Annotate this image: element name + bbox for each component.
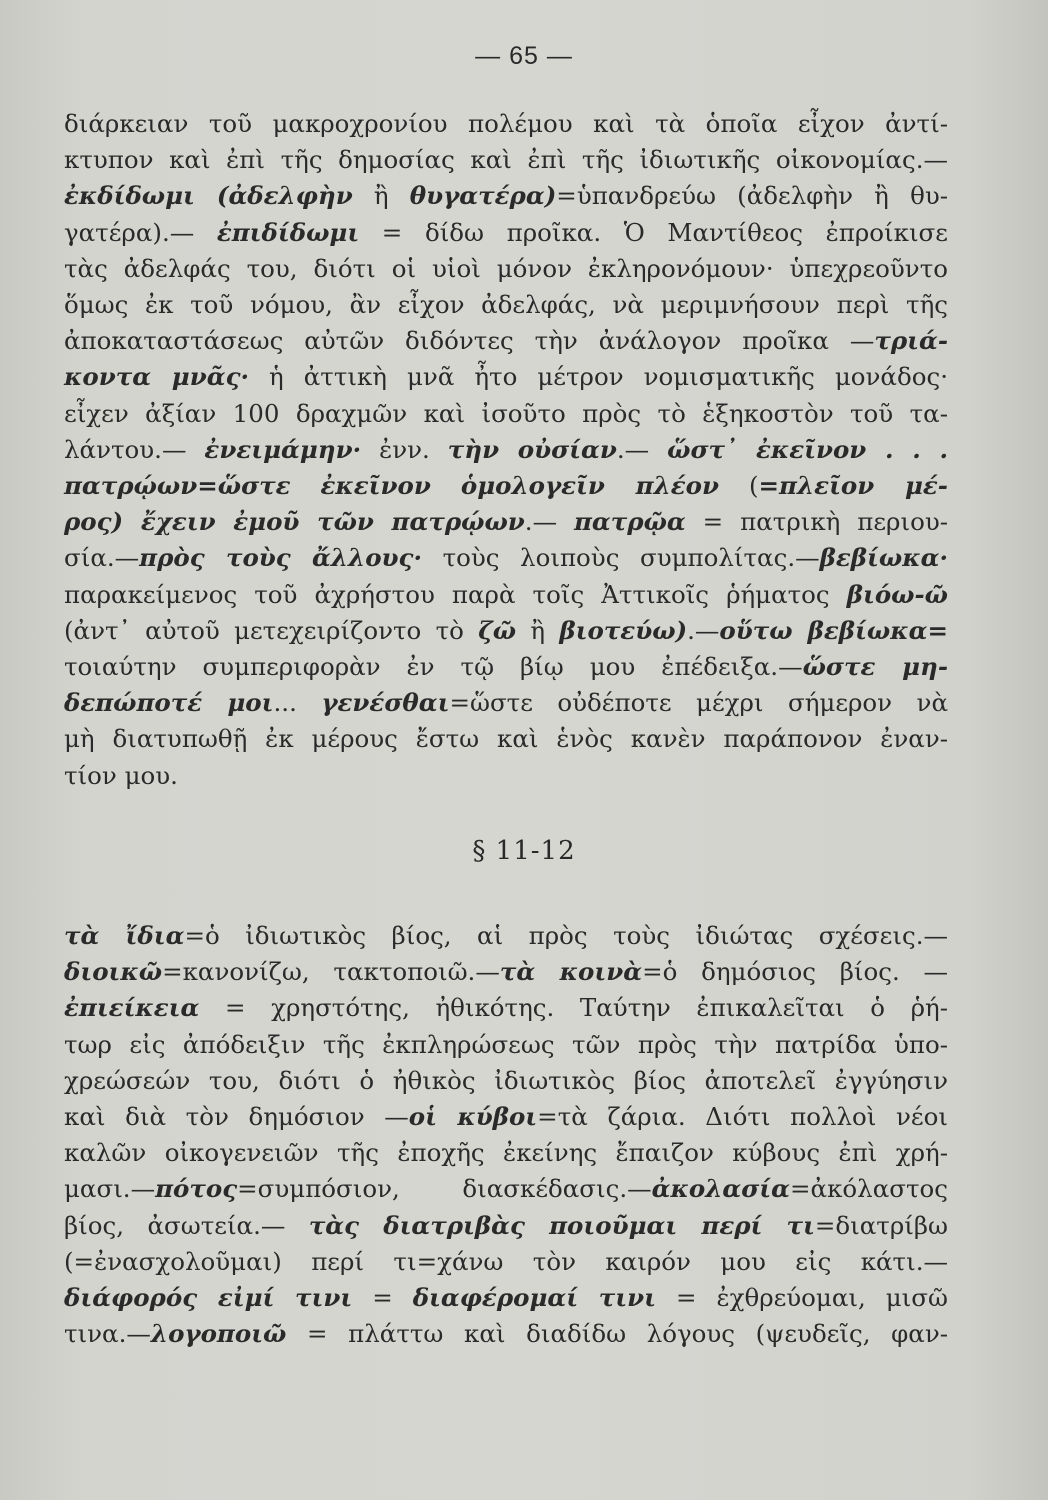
- text-segment: =ἀκόλαστος: [790, 1174, 948, 1204]
- lemma-term: τὰ κοινὰ: [499, 957, 643, 987]
- text-segment: μὴ διατυπωθῇ ἐκ μέρους ἔστω καὶ ἑνὸς κανὲν παράπονον ἐναν-: [64, 724, 948, 754]
- text-segment: τοὺς λοιποὺς συμπολίτας.—: [422, 543, 820, 573]
- commentary-block-1: [64, 106, 948, 794]
- text-line: [64, 142, 948, 178]
- text-line: [64, 1063, 948, 1099]
- text-segment: εἶχεν ἀξίαν 100 δραχμῶν καὶ ἰσοῦτο πρὸς τὸ ἑξηκοστὸν τοῦ τα-: [64, 398, 948, 428]
- text-line: [64, 613, 948, 649]
- text-segment: = πατρικὴ περιου-: [685, 507, 948, 537]
- lemma-term: ζῶ: [478, 615, 517, 645]
- lemma-term: διοικῶ: [64, 957, 163, 987]
- text-line: [64, 468, 948, 504]
- text-segment: κτυπον καὶ ἐπὶ τῆς δημοσίας καὶ ἐπὶ τῆς ἰδιωτικῆς οἰκονομίας.—: [64, 145, 948, 175]
- text-segment: μασι.—: [64, 1174, 156, 1204]
- lemma-term: ὥστε μη-: [802, 652, 949, 682]
- text-segment: λάντου.—: [64, 434, 205, 464]
- text-segment: = πλάττω καὶ διαδίδω λόγους (ψευδεῖς, φαν-: [286, 1319, 948, 1349]
- text-segment: = χρηστότης, ἠθικότης. Ταύτην ἐπικαλεῖται ὁ ῥή-: [199, 993, 948, 1023]
- lemma-term: ρος) ἔχειν ἐμοῦ τῶν πατρῴων: [64, 507, 525, 537]
- lemma-term: βιοτεύω): [559, 615, 688, 645]
- lemma-term: ἐπιείκεια: [64, 993, 200, 1023]
- lemma-term: πότος: [155, 1174, 238, 1204]
- lemma-term: ἐπιδίδωμι: [216, 217, 360, 247]
- text-line: [64, 1244, 948, 1280]
- lemma-term: οὕτω βεβίωκα=: [719, 615, 948, 645]
- text-line: [64, 1208, 948, 1244]
- lemma-term: ὁμολογεῖν πλέον: [460, 471, 719, 501]
- lemma-term: ἐκδίδωμι (ἀδελφὴν: [64, 181, 353, 211]
- lemma-term: ἐνειμάμην·: [204, 434, 362, 464]
- lemma-term: κοντα μνᾶς·: [64, 362, 250, 392]
- commentary-block-2: [64, 918, 948, 1352]
- text-line: [64, 287, 948, 323]
- text-segment: τινα.—: [64, 1319, 151, 1349]
- lemma-term: τὰ ἴδια: [64, 921, 185, 950]
- lemma-term: λογοποιῶ: [150, 1319, 287, 1349]
- text-segment: παρακείμενος τοῦ ἀχρήστου παρὰ τοῖς Ἀττικοῖς ῥήματος: [64, 579, 847, 609]
- text-segment: =: [352, 1283, 413, 1313]
- lemma-term: τὰς διατριβὰς ποιοῦμαι περί τι: [308, 1210, 815, 1240]
- text-line: [64, 685, 948, 721]
- text-segment: ἢ: [516, 615, 560, 645]
- lemma-term: πατρῷα: [574, 507, 686, 537]
- lemma-term: τριά-: [874, 326, 948, 356]
- lemma-term: βεβίωκα·: [819, 543, 948, 573]
- text-line: [64, 432, 948, 468]
- text-line: [64, 359, 948, 395]
- text-line: [64, 1171, 948, 1207]
- lemma-term: δεπώποτέ μοι: [64, 688, 274, 718]
- text-line: [64, 540, 948, 576]
- lemma-term: πρὸς τοὺς ἄλλους·: [139, 543, 423, 573]
- text-segment: καὶ διὰ τὸν δημόσιον —: [64, 1102, 409, 1132]
- text-segment: (: [718, 471, 759, 501]
- text-segment: ὅμως ἐκ τοῦ νόμου, ἂν εἶχον ἀδελφάς, νὰ μεριμνήσουν περὶ τῆς: [64, 290, 948, 320]
- text-segment: τοιαύτην συμπεριφορὰν ἐν τῷ βίῳ μου ἐπέδειξα.—: [64, 652, 803, 682]
- text-segment: καλῶν οἰκογενειῶν τῆς ἐποχῆς ἐκείνης ἔπαιζον κύβους ἐπὶ χρή-: [64, 1138, 948, 1168]
- text-segment: [291, 471, 321, 500]
- lemma-term: ἐκεῖνον: [320, 471, 431, 501]
- lemma-term: ὥστ᾽ ἐκεῖνον . . .: [667, 434, 948, 464]
- page-number: — 65 —: [475, 42, 573, 70]
- text-segment: = ἐχθρεύομαι, μισῶ: [656, 1283, 948, 1313]
- lemma-term: τὴν οὐσίαν: [447, 434, 617, 464]
- text-segment: =διατρίβω: [814, 1210, 948, 1240]
- text-segment: σία.—: [64, 543, 140, 573]
- text-line: [64, 649, 948, 685]
- lemma-term: θυγατέρα): [409, 181, 557, 211]
- text-line: [64, 1027, 948, 1063]
- text-segment: ἢ: [352, 181, 410, 211]
- text-line: [64, 1280, 948, 1316]
- lemma-term: =πλεῖον μέ-: [758, 471, 948, 501]
- text-line: [64, 721, 948, 757]
- lemma-term: ἀκολασία: [651, 1174, 791, 1204]
- text-segment: διάρκειαν τοῦ μακροχρονίου πολέμου καὶ τὰ ὁποῖα εἶχον ἀντί-: [64, 109, 948, 138]
- text-segment: ἀποκαταστάσεως αὐτῶν διδόντες τὴν ἀνάλογον προῖκα —: [64, 326, 875, 356]
- text-segment: χρεώσεών του, διότι ὁ ἠθικὸς ἰδιωτικὸς βίος ἀποτελεῖ ἐγγύησιν: [64, 1065, 948, 1095]
- text-segment: =ὁ δημόσιος βίος. —: [642, 957, 948, 987]
- lemma-term: γενέσθαι: [321, 688, 450, 718]
- text-line: [64, 990, 948, 1026]
- text-line: [64, 251, 948, 287]
- text-segment: τωρ εἰς ἀπόδειξιν τῆς ἐκπληρώσεως τῶν πρὸς τὴν πατρίδα ὑπο-: [64, 1029, 948, 1059]
- text-segment: (ἀντ᾽ αὐτοῦ μετεχειρίζοντο τὸ: [64, 615, 479, 645]
- text-segment: τίον μου.: [64, 760, 178, 790]
- lemma-term: πατρῴων=ὥστε: [64, 471, 291, 501]
- text-line: [64, 504, 948, 540]
- text-segment: .—: [524, 507, 574, 537]
- text-line: [64, 1135, 948, 1171]
- text-segment: ...: [273, 688, 322, 718]
- section-heading: § 11-12: [472, 836, 576, 866]
- text-line: [64, 918, 948, 954]
- text-line: [64, 396, 948, 432]
- lemma-term: διαφέρομαί τινι: [412, 1283, 656, 1313]
- text-line: [64, 215, 948, 251]
- text-segment: [431, 471, 461, 500]
- text-segment: ἡ ἀττικὴ μνᾶ ἦτο μέτρον νομισματικῆς μονάδος·: [249, 362, 948, 392]
- text-segment: τὰς ἀδελφάς του, διότι οἱ υἱοὶ μόνον ἐκληρονόμουν· ὑπεχρεοῦντο: [64, 253, 948, 283]
- text-line: [64, 1099, 948, 1135]
- text-segment: .—: [687, 615, 720, 645]
- text-line: [64, 323, 948, 359]
- text-line: [64, 954, 948, 990]
- text-line: [64, 758, 948, 794]
- text-segment: =ὑπανδρεύω (ἀδελφὴν ἢ θυ-: [556, 181, 948, 211]
- text-segment: .—: [616, 434, 668, 464]
- text-segment: βίος, ἀσωτεία.—: [64, 1210, 309, 1240]
- text-segment: =ὥστε οὐδέποτε μέχρι σήμερον νὰ: [449, 688, 948, 718]
- text-segment: (=ἐνασχολοῦμαι) περί τι=χάνω τὸν καιρόν μου εἰς κάτι.—: [64, 1246, 948, 1276]
- text-line: [64, 1316, 948, 1352]
- text-segment: =τὰ ζάρια. Διότι πολλοὶ νέοι: [537, 1102, 948, 1132]
- text-segment: =ὁ ἰδιωτικὸς βίος, αἱ πρὸς τοὺς ἰδιώτας σχέσεις.—: [184, 921, 948, 950]
- text-line: [64, 577, 948, 613]
- lemma-term: διάφορός εἰμί τινι: [64, 1283, 353, 1313]
- text-segment: =κανονίζω, τακτοποιῶ.—: [162, 957, 500, 987]
- text-line: [64, 178, 948, 214]
- text-segment: = δίδω προῖκα. Ὁ Μαντίθεος ἐπροίκισε: [359, 217, 948, 247]
- text-segment: ἐνν.: [361, 434, 448, 464]
- text-line: [64, 106, 948, 142]
- lemma-term: οἱ κύβοι: [408, 1102, 538, 1132]
- text-segment: γατέρα).—: [64, 217, 217, 247]
- lemma-term: βιόω-ῶ: [846, 579, 948, 609]
- text-segment: =συμπόσιον, διασκέδασις.—: [237, 1174, 652, 1204]
